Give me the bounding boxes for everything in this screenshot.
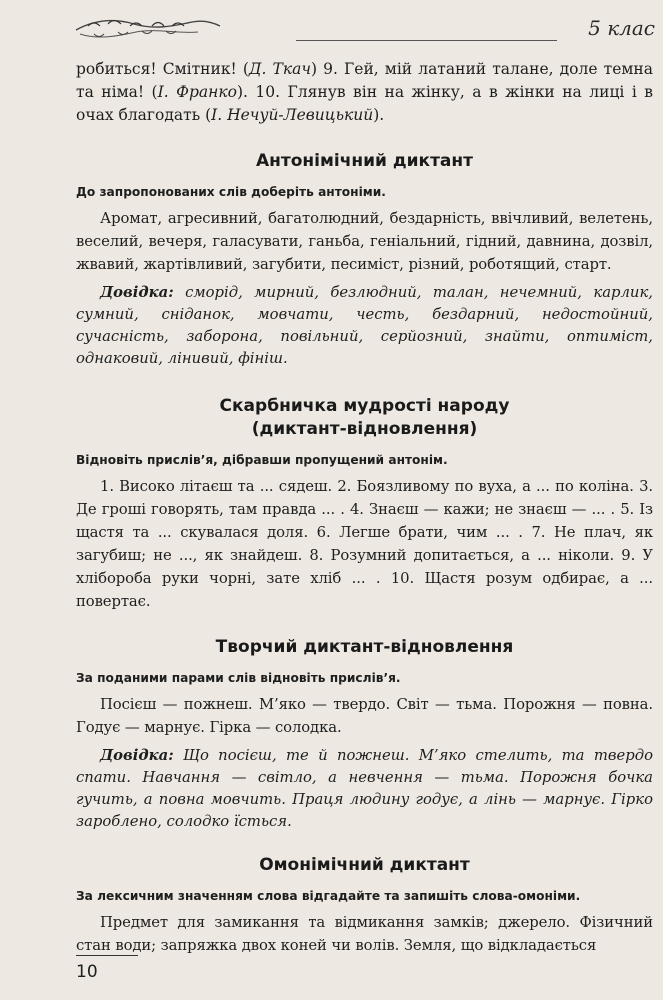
section-subtitle: (диктант-відновлення): [251, 419, 478, 439]
section-title: Творчий диктант-відновлення: [215, 637, 514, 657]
section-creative-dictation: [76, 637, 653, 833]
task-instruction: За поданими парами слів відновіть прислів’я.: [76, 671, 401, 685]
header-rule: [296, 40, 557, 41]
class-label: 5 клас: [588, 16, 655, 40]
exercise-text: 1. Високо літаєш та ... сядеш. 2. Боязливому по вуха, а ... по коліна. 3. Де гроші говорять, там правда ... . 4. Знаєш — кажи; не знаєш — ... . 5. Із щастя та ... скувалася доля. 6. Легше брати, чим ... . 7. Не плач, як загубиш; не ..., як знайдеш. 8. Розумний допитається, а ... ніколи. 9. У хлібороба руки чорні, зате хліб ... . 10. Щастя розум одбирає, а ... повертає.: [76, 478, 653, 610]
section-title: Скарбничка мудрості народу: [219, 396, 510, 416]
intro-part: ) 9. Гей, мій латаний талане, доле темна та німа! (: [76, 60, 653, 101]
hint-paragraph: [76, 282, 653, 370]
intro-part: ).: [373, 106, 385, 124]
page-content: [76, 58, 653, 957]
hint-paragraph: [76, 745, 653, 833]
running-header: [74, 14, 655, 48]
author-name: І. Нечуй-Левицький: [211, 106, 374, 124]
footer-rule: [76, 955, 138, 956]
section-title: Омонімічний диктант: [259, 855, 470, 875]
page-number: 10: [76, 962, 98, 982]
task-instruction: До запропонованих слів доберіть антоніми.: [76, 185, 386, 199]
exercise-text: Предмет для замикання та відмикання замків; джерело. Фізичний стан води; запряжка двох коней чи волів. Земля, що відкладається: [76, 914, 653, 954]
task-instruction: Відновіть прислів’я, дібравши пропущений антонім.: [76, 453, 448, 467]
exercise-text: Аромат, агресивний, багатолюдний, бездарність, ввічливий, велетень, веселий, вечеря, галасувати, ганьба, геніальний, гідний, давнина, дозвіл, жвавий, жартівливий, загубити, песиміст, різний, роботящий, старт.: [76, 210, 653, 273]
section-homonym-dictation: [76, 855, 653, 957]
task-instruction: За лексичним значенням слова відгадайте та запишіть слова-омоніми.: [76, 889, 581, 903]
intro-paragraph: [76, 58, 653, 130]
exercise-text: Посієш — пожнеш. М’яко — твердо. Світ — тьма. Порожня — повна. Годує — марнує. Гірка — солодка.: [76, 696, 653, 736]
intro-part: ). 10. Глянув він на жінку, а в жінки на лиці і в очах благодать (: [76, 83, 653, 124]
hint-label: Довідка:: [100, 284, 174, 301]
section-folk-wisdom: [76, 396, 653, 613]
author-name: Д. Ткач: [248, 60, 311, 78]
hint-label: Довідка:: [100, 747, 174, 764]
section-title: Антонімічний диктант: [256, 151, 473, 171]
hint-text: Що посієш, те й пожнеш. М’яко стелить, та твердо спати. Навчання — світло, а невчення — тьма. Порожня бочка гучить, а повна мовчить. Праця людину годує, а лінь — марнує. Гірко зароблено, солодко їсться.: [76, 747, 653, 830]
author-name: І. Франко: [157, 83, 237, 101]
hint-text: сморід, мирний, безлюдний, талан, нечемний, карлик, сумний, сніданок, мовчати, честь, бездарний, недостойний, сучасність, заборона, повільний, серйозний, знайти, оптиміст, однаковий, лінивий, фініш.: [76, 284, 653, 367]
section-antonym-dictation: [76, 151, 653, 370]
ornament-icon: [74, 14, 224, 44]
intro-part: робиться! Смітник! (: [76, 60, 249, 78]
